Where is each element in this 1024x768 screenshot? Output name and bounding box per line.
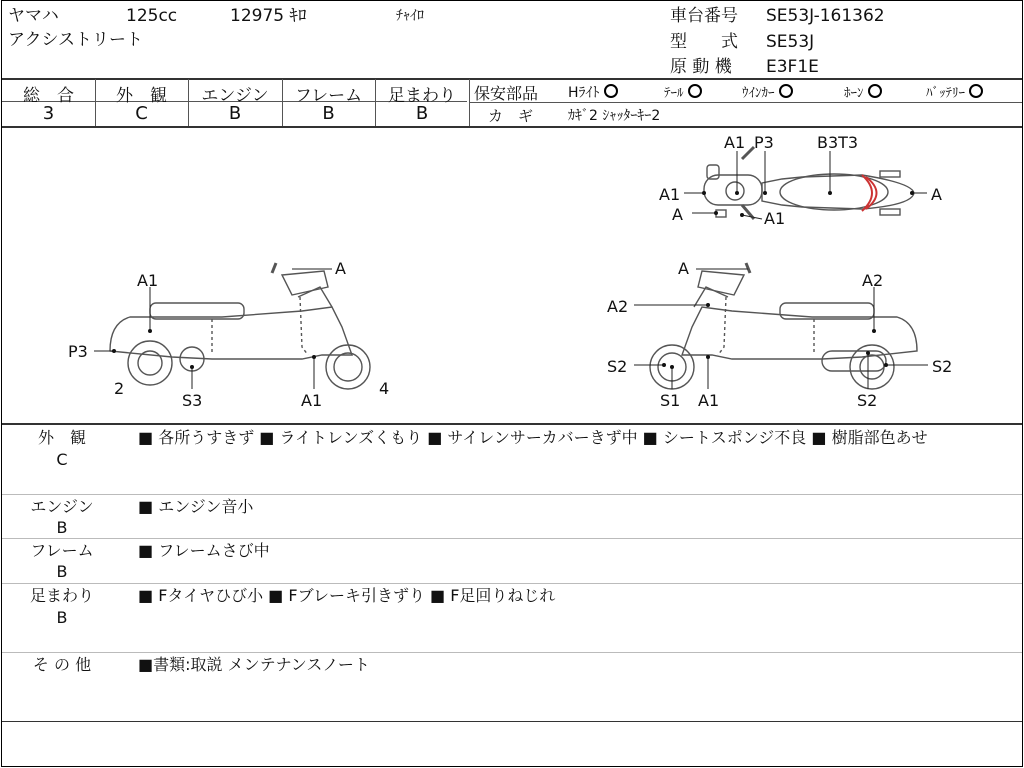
type-value: SE53J: [766, 32, 815, 52]
diagram-label: A1: [137, 271, 159, 290]
engine-label: 原 動 機: [670, 57, 732, 77]
divider: [2, 652, 1022, 653]
divider: [2, 538, 1022, 539]
safety-battery: ﾊﾞｯﾃﾘｰ: [926, 82, 983, 101]
diagram-label: A1: [659, 185, 681, 204]
comment-label: エンジン: [30, 497, 94, 516]
scooter-top-view: [704, 147, 914, 219]
diagram-label: A: [931, 185, 942, 204]
comment-text: ■ エンジン音小: [138, 497, 254, 516]
diagram-label: B3T3: [817, 133, 859, 152]
color: ﾁｬｲﾛ: [396, 8, 424, 24]
ok-circle-icon: [604, 84, 618, 98]
diagram-label: A2: [862, 271, 884, 290]
divider: [469, 79, 470, 126]
diagram-label: A1: [698, 391, 720, 410]
grade-frame-value: B: [322, 103, 335, 124]
divider: [2, 721, 1022, 722]
comment-grade: B: [56, 562, 68, 581]
comment-grade: B: [56, 608, 68, 627]
comment-grade: C: [56, 450, 68, 469]
comment-label: そ の 他: [32, 655, 92, 674]
grade-overall-label: 総 合: [23, 86, 74, 106]
safety-tail: ﾃｰﾙ: [664, 82, 702, 101]
frame-no-label: 車台番号: [670, 6, 738, 26]
diagram-label: S2: [607, 357, 628, 376]
grade-frame-label: フレーム: [294, 86, 363, 106]
comment-grade: B: [56, 518, 68, 537]
grade-suspension-label: 足まわり: [388, 86, 456, 106]
displacement: 125cc: [126, 6, 178, 26]
divider: [2, 494, 1022, 495]
comment-label: 外 観: [37, 428, 86, 447]
diagram-label: P3: [754, 133, 774, 152]
grade-engine-label: エンジン: [201, 86, 269, 106]
comment-label: フレーム: [30, 541, 94, 560]
ok-circle-icon: [868, 84, 882, 98]
diagram-label: A1: [724, 133, 746, 152]
divider: [2, 78, 1022, 80]
comment-text: ■ 各所うすきず ■ ライトレンズくもり ■ サイレンサーカバーきず中 ■ シートスポンジ不良 ■ 樹脂部色あせ: [138, 428, 928, 447]
mileage: 12975 ｷﾛ: [230, 6, 307, 26]
diagram-label: A2: [607, 297, 629, 316]
safety-horn: ﾎｰﾝ: [844, 82, 882, 101]
safety-winker: ｳｲﾝｶｰ: [742, 82, 793, 101]
divider: [2, 583, 1022, 584]
diagram-label: A1: [301, 391, 323, 410]
diagram-label: A1: [764, 209, 786, 228]
grade-exterior-value: C: [135, 103, 148, 124]
type-label: 型 式: [670, 32, 738, 52]
ok-circle-icon: [779, 84, 793, 98]
divider: [2, 423, 1022, 425]
grade-exterior-label: 外 観: [116, 86, 167, 106]
diagram-label: P3: [68, 342, 88, 361]
diagram-label: 4: [379, 379, 390, 398]
ok-circle-icon: [688, 84, 702, 98]
maker: ヤマハ: [8, 6, 59, 26]
diagram-label: A: [672, 205, 683, 224]
comment-text: ■ Fタイヤひび小 ■ Fブレーキ引きずり ■ F足回りねじれ: [138, 586, 556, 605]
safety-headlight: Hﾗｲﾄ: [568, 82, 618, 102]
diagram-label: S2: [932, 357, 953, 376]
inspection-sheet: [1, 0, 1023, 767]
grade-engine-value: B: [228, 103, 242, 124]
diagram-label: S2: [857, 391, 878, 410]
grade-suspension-value: B: [415, 103, 429, 124]
engine-value: E3F1E: [766, 57, 819, 77]
comment-label: 足まわり: [29, 586, 94, 605]
diagram-label: 2: [114, 379, 125, 398]
comment-text: ■書類:取説 メンテナンスノート: [138, 655, 370, 674]
frame-no: SE53J-161362: [766, 6, 885, 26]
ok-circle-icon: [969, 84, 983, 98]
comment-text: ■ フレームさび中: [138, 541, 270, 560]
diagram-label: A: [678, 259, 689, 278]
safety-title: 保安部品: [474, 84, 539, 103]
key-value: ｶｷﾞ2 ｼｬｯﾀｰｷｰ2: [568, 108, 661, 124]
diagram-label: A: [335, 259, 346, 278]
divider: [469, 102, 1022, 103]
diagram-label: S1: [660, 391, 681, 410]
grade-overall-value: 3: [42, 103, 55, 124]
model-name: アクシストリート: [8, 30, 143, 50]
diagram-label: S3: [182, 391, 203, 410]
key-label: カ ギ: [488, 107, 534, 125]
